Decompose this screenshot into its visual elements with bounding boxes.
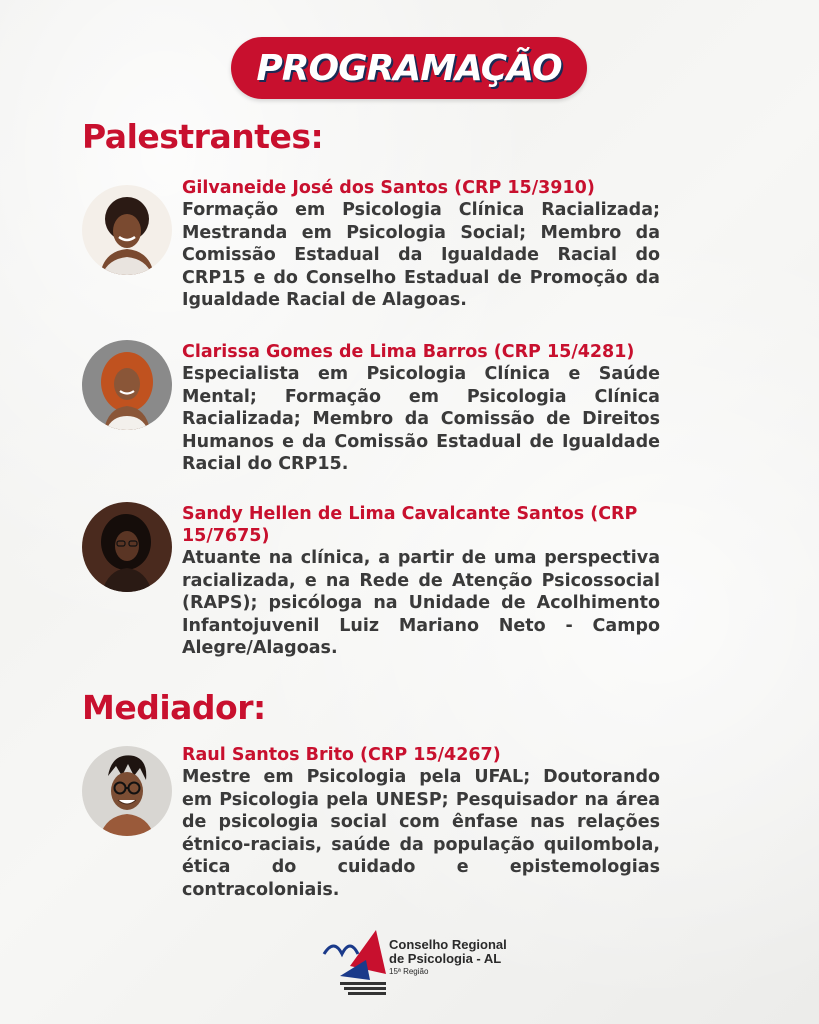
speakers-heading: Palestrantes: — [82, 117, 324, 156]
speaker-2-avatar — [82, 340, 172, 430]
speaker-3 — [182, 503, 660, 660]
mediator — [182, 744, 660, 902]
page-title: PROGRAMAÇÃO — [256, 47, 562, 89]
mediator-bio: Mestre em Psicologia pela UFAL; Doutorando em Psicologia pela UNESP; Pesquisador na área de psicologia social com ênfase nas relações étnico-raciais, saúde da população quilombola, ética do cuidado e epistemologias contracoloniais. — [182, 767, 660, 900]
logo-line-3: 15ª Região — [389, 967, 429, 976]
speaker-1 — [182, 177, 660, 312]
speaker-1-avatar — [82, 185, 172, 275]
title-banner — [231, 37, 587, 99]
speaker-2 — [182, 341, 660, 476]
logo-line-1: Conselho Regional — [389, 937, 507, 952]
mediator-heading: Mediador: — [82, 688, 266, 727]
speaker-3-avatar — [82, 502, 172, 592]
mediator-name: Raul Santos Brito (CRP 15/4267) — [182, 745, 501, 765]
speaker-3-bio: Atuante na clínica, a partir de uma perspectiva racializada, e na Rede de Atenção Psicossocial (RAPS); psicóloga na Unidade de Acolhimento Infantojuvenil Luiz Mariano Neto - Campo Alegre/Alagoas. — [182, 548, 660, 659]
speaker-2-bio: Especialista em Psicologia Clínica e Saúde Mental; Formação em Psicologia Clínica Racializada; Membro da Comissão de Direitos Humanos e da Comissão Estadual de Igualdade Racial do CRP15. — [182, 364, 660, 475]
speaker-2-name: Clarissa Gomes de Lima Barros (CRP 15/4281) — [182, 342, 635, 362]
speaker-1-name: Gilvaneide José dos Santos (CRP 15/3910) — [182, 178, 595, 198]
mediator-avatar — [82, 746, 172, 836]
logo-line-2: de Psicologia - AL — [389, 951, 502, 966]
speaker-3-name: Sandy Hellen de Lima Cavalcante Santos (CRP 15/7675) — [182, 504, 638, 546]
crp-logo-text — [389, 938, 507, 977]
crp-logo-icon — [320, 924, 390, 1004]
crp-logo — [320, 924, 510, 1004]
speaker-1-bio: Formação em Psicologia Clínica Racializada; Mestranda em Psicologia Social; Membro da Comissão Estadual da Igualdade Racial do CRP15 e do Conselho Estadual de Promoção da Igualdade Racial de Alagoas. — [182, 200, 660, 311]
